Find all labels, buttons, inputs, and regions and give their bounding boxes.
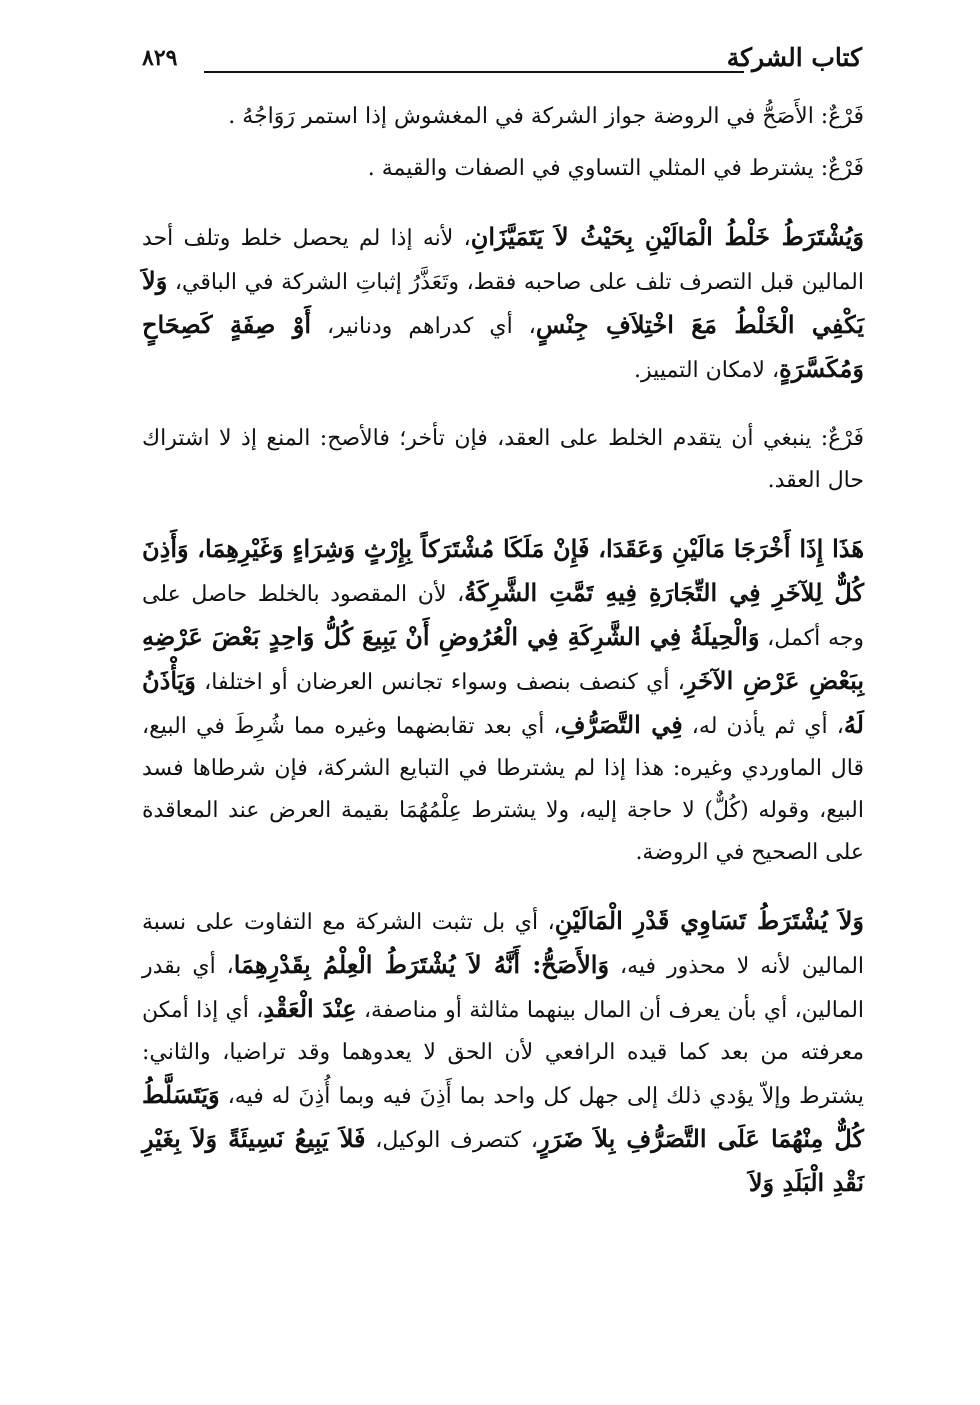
matn-text: فِي التَّصَرُّفِ: [560, 710, 683, 739]
matn-text: وَالْحِيلَةُ فِي الشَّرِكَةِ فِي الْعُرُوضِ أَنْ يَبِيعَ كُلُّ وَاحِدٍ بَعْضَ عَرْضِهِ بِبَعْضِ عَرْضِ الآخَرِ: [142, 622, 865, 695]
note-paragraph: [142, 418, 864, 502]
sharh-text: ، أي ثم يأذن له،: [682, 714, 844, 739]
page-number: ٨٢٩: [142, 45, 178, 71]
page-header: [142, 38, 862, 78]
sharh-text: ، لأن المقصود بالخلط حاصل على وجه أكمل،: [142, 582, 865, 651]
sharh-text: فَرْعٌ: يشترط في المثلي التساوي في الصفات والقيمة .: [367, 156, 864, 181]
sharh-text: ، كتصرف الوكيل،: [365, 1128, 538, 1153]
sharh-text: ، لامكان التمييز.: [634, 358, 780, 383]
matn-text: أَوْ صِفَةٍ كَصِحَاحٍ وَمُكَسَّرَةٍ: [142, 310, 864, 383]
sharh-text: ، أي بل تثبت الشركة مع التفاوت على نسبة المالين لأنه لا محذور فيه،: [142, 910, 865, 979]
matn-text: وَيَأْذَنُ لَهُ: [142, 666, 864, 739]
matn-text: وَيُشْتَرَطُ خَلْطُ الْمَالَيْنِ بِحَيْثُ لاَ يَتَمَيَّزَانِ: [470, 222, 865, 251]
commentary-paragraph: [142, 900, 864, 1206]
note-paragraph: [142, 96, 864, 138]
page-body: [142, 96, 864, 1206]
matn-text: وَلاَ يَكْفِي الْخَلْطُ مَعَ اخْتِلاَفِ جِنْسٍ: [142, 266, 865, 339]
sharh-text: فَرْعٌ: ينبغي أن يتقدم الخلط على العقد، فإن تأخر؛ فالأصح: المنع إذ لا اشتراك حال العقد.: [142, 426, 864, 493]
sharh-text: ، لأنه إذا لم يحصل خلط وتلف أحد المالين قبل التصرف تلف على صاحبه فقط، وتَعَذَّرُ إثباتِ الشركة في الباقي،: [142, 226, 864, 295]
sharh-text: ، أي كنصف بنصف وسواء تجانس العرضان أو اختلفا،: [195, 670, 685, 695]
commentary-paragraph: [142, 528, 864, 874]
sharh-text: ، أي كدراهم ودنانير،: [311, 314, 536, 339]
matn-text: عِنْدَ الْعَقْدِ: [263, 994, 357, 1023]
sharh-text: فَرْعٌ: الأَصَحُّ في الروضة جواز الشركة في المغشوش إذا استمر رَوَاجُهُ .: [228, 104, 864, 129]
matn-text: وَيَتَسَلَّطُ كُلٌّ مِنْهُمَا عَلَى التَّصَرُّفِ بِلاَ ضَرَرٍ: [142, 1080, 864, 1153]
header-rule: [204, 71, 744, 73]
matn-text: هَذَا إِذَا أَخْرَجَا مَالَيْنِ وَعَقَدَا، فَإِنْ مَلَكَا مُشْتَرَكاً بِإِرْثٍ وَشِرَاءٍ وَغَيْرِهِمَا، وَأَذِنَ كُلٌّ لِلآخَرِ فِي التِّجَارَةِ فِيهِ تَمَّتِ الشَّرِكَةُ: [142, 534, 864, 607]
matn-text: وَلاَ يُشْتَرَطُ تَسَاوِي قَدْرِ الْمَالَيْنِ: [554, 906, 864, 935]
chapter-title: كتاب الشركة: [726, 43, 862, 72]
sharh-text: ، أي بعد تقابضهما وغيره مما شُرِطَ في البيع، قال الماوردي وغيره: هذا إذا لم يشترطا في التبايع الشركة، فإن شرطاها فسد البيع، وقوله (كُلٌّ) لا حاجة إليه، ولا يشترط عِلْمُهُمَا بقيمة العرض عند المعاقدة على الصحيح في الروضة.: [142, 714, 864, 865]
note-paragraph: [142, 148, 864, 190]
matn-text: وَالأَصَحُّ: أَنَّهُ لاَ يُشْتَرَطُ الْعِلْمُ بِقَدْرِهِمَا: [233, 950, 610, 979]
sharh-text: ، أي بقدر المالين، أي بأن يعرف أن المال بينهما مثالثة أو مناصفة،: [142, 954, 865, 1023]
matn-text: فَلاَ يَبِيعُ نَسِيئَةً وَلاَ بِغَيْرِ نَقْدِ الْبَلَدِ وَلاَ: [142, 1124, 864, 1197]
commentary-paragraph: [142, 216, 864, 392]
sharh-text: ، أي إذا أمكن معرفته من بعد كما قيده الرافعي لأن الحق لا يعدوهما وقد تراضيا، والثاني: يشترط وإلاّ يؤدي ذلك إلى جهل كل واحد بما أَذِنَ فيه وبما أُذِنَ له فيه،: [142, 998, 864, 1109]
